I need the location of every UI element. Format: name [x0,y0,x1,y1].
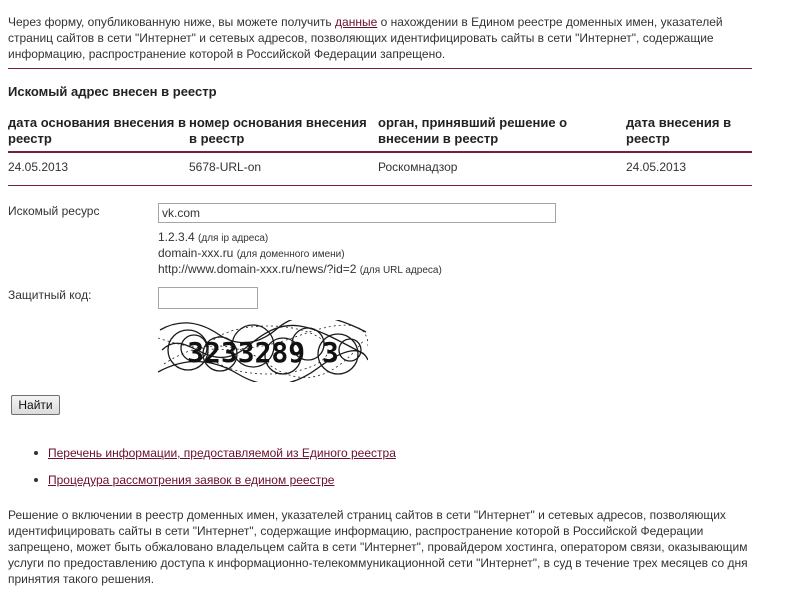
result-title: Искомый адрес внесен в реестр [8,84,217,99]
header-basis-date: дата основания внесения в реестр [8,115,186,146]
hint-ip-note: (для ip адреса) [198,233,269,244]
resource-label: Искомый ресурс [8,204,100,218]
header-basis-number: номер основания внесения в реестр [189,115,367,146]
intro-paragraph [8,14,748,62]
captcha-text: 3233289 3 [187,336,339,369]
header-authority: орган, принявший решение о внесении в реестр [378,115,568,146]
cell-basis-number: 5678-URL-on [189,160,262,174]
captcha-image [158,320,368,382]
data-link[interactable]: данные [335,15,378,29]
procedure-link[interactable]: Процедура рассмотрения заявок в едином реестре [48,473,335,487]
list-item [34,472,396,488]
search-button[interactable]: Найти [11,395,60,415]
divider-top [8,68,752,69]
hint-url-note: (для URL адреса) [359,265,442,276]
divider-form [8,185,752,186]
cell-authority: Роскомнадзор [378,160,458,174]
resource-input[interactable] [158,203,556,223]
list-item [34,445,396,461]
appeal-notice: Решение о включении в реестр доменных имен, указателей страниц сайтов в сети "Интернет" и сетевых адресов, позволяющих идентифицировать сайты в сети "Интернет", содержащие информацию, распространение которой в Российской Федерации запрещено, может быть обжаловано владельцем сайта в сети "Интернет", провайдером хостинга, оператором связи, оказывающим услуги по предоставлению доступа к информационно-телекоммуникационной сети "Интернет", в суд в течение трех месяцев со дня принятия такого решения. [8,508,748,586]
table-header-divider [8,151,752,153]
hint-domain-example: domain-xxx.ru [158,246,234,260]
intro-text-after: о нахождении в Едином реестре доменных имен, указателей страниц сайтов в сети "Интернет" и сетевых адресов, позволяющих идентифицировать сайты в сети "Интернет", содержащие информацию, распространение которой в Российской Федерации запрещено. [8,15,723,61]
intro-text-before: Через форму, опубликованную ниже, вы можете получить [8,15,336,29]
code-label: Защитный код: [8,288,92,302]
cell-entry-date: 24.05.2013 [626,160,687,174]
hint-ip-example: 1.2.3.4 [158,230,195,244]
info-links [34,445,396,499]
bullet-icon [34,451,38,455]
registry-info-link[interactable]: Перечень информации, предоставляемой из Единого реестра [48,446,396,460]
bullet-icon [34,478,38,482]
hint-domain-note: (для доменного имени) [236,249,345,260]
hint-url-example: http://www.domain-xxx.ru/news/?id=2 [158,262,357,276]
code-input[interactable] [158,287,258,309]
hint-url [158,261,442,279]
cell-basis-date: 24.05.2013 [8,160,69,174]
header-entry-date: дата внесения в реестр [626,115,732,146]
